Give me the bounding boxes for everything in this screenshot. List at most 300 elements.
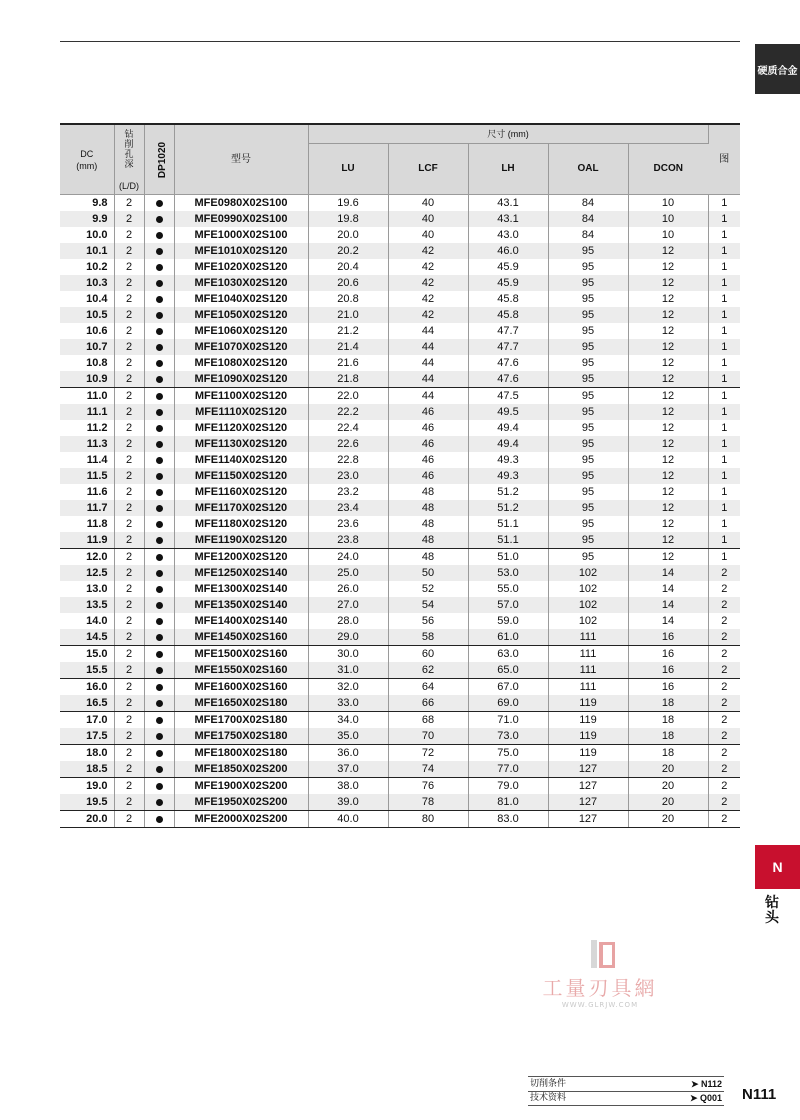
cell-model: MFE1450X02S160 — [174, 629, 308, 646]
table-row — [60, 778, 740, 795]
cell-lh: 69.0 — [468, 695, 548, 712]
cell-dcon: 14 — [628, 565, 708, 581]
cell-depth: 2 — [114, 532, 144, 549]
cell-dc: 11.1 — [60, 404, 114, 420]
cell-depth: 2 — [114, 259, 144, 275]
cell-lu: 38.0 — [308, 778, 388, 795]
cell-grade — [144, 371, 174, 388]
cell-figure: 1 — [721, 486, 728, 498]
cell-grade — [144, 679, 174, 696]
cell-lu: 26.0 — [308, 581, 388, 597]
cell-depth: 2 — [114, 484, 144, 500]
cell-figure: 2 — [708, 794, 740, 811]
table-row — [60, 436, 740, 452]
cell-dc: 9.8 — [60, 195, 114, 212]
table-row — [60, 761, 740, 778]
cell-depth: 2 — [114, 291, 144, 307]
cell-figure: 1 — [708, 468, 740, 484]
cell-lh: 49.5 — [468, 404, 548, 420]
cell-lu: 23.0 — [308, 468, 388, 484]
cell-depth: 2 — [114, 339, 144, 355]
cell-lu: 40.0 — [308, 811, 388, 828]
cell-model: MFE1900X02S200 — [174, 778, 308, 795]
table-row — [60, 243, 740, 259]
cell-figure: 1 — [721, 454, 728, 466]
cell-figure: 2 — [708, 728, 740, 745]
cell-model: MFE1150X02S120 — [174, 468, 308, 484]
cell-lh: 47.6 — [468, 355, 548, 371]
cell-figure: 1 — [708, 404, 740, 420]
cell-depth: 2 — [114, 811, 144, 828]
cell-lh: 63.0 — [468, 646, 548, 663]
cell-dcon: 16 — [628, 629, 708, 646]
cell-model: MFE1020X02S120 — [174, 259, 308, 275]
cell-dcon: 18 — [628, 728, 708, 745]
cell-lcf: 56 — [388, 613, 468, 629]
table-row — [60, 468, 740, 484]
cell-lh: 51.1 — [468, 516, 548, 532]
cell-model: MFE1200X02S120 — [174, 549, 308, 566]
cell-lu: 34.0 — [308, 712, 388, 729]
cell-dc: 11.5 — [60, 468, 114, 484]
cell-dcon: 12 — [628, 307, 708, 323]
cell-depth: 2 — [114, 597, 144, 613]
header-depth: 钻削孔深 (L/D) — [114, 124, 144, 195]
table-row — [60, 695, 740, 712]
cell-lcf: 44 — [388, 371, 468, 388]
cell-dcon: 14 — [628, 581, 708, 597]
cell-lu: 28.0 — [308, 613, 388, 629]
cell-model: MFE0980X02S100 — [174, 195, 308, 212]
header-dims: 尺寸 (mm) — [308, 124, 708, 144]
grade-available-icon — [156, 684, 163, 691]
table-row — [60, 532, 740, 549]
cell-grade — [144, 745, 174, 762]
grade-available-icon — [156, 750, 163, 757]
table-row — [60, 195, 740, 212]
grade-available-icon — [156, 700, 163, 707]
table-row — [60, 420, 740, 436]
cell-dcon: 12 — [628, 275, 708, 291]
cell-lh: 77.0 — [468, 761, 548, 778]
cell-lu: 24.0 — [308, 549, 388, 566]
cell-model: MFE1600X02S160 — [174, 679, 308, 696]
cell-grade — [144, 227, 174, 243]
cell-dc: 18.5 — [60, 761, 114, 778]
table-row — [60, 484, 740, 500]
cell-lcf: 64 — [388, 679, 468, 696]
cell-lcf: 42 — [388, 259, 468, 275]
grade-available-icon — [156, 717, 163, 724]
cell-dc: 10.5 — [60, 307, 114, 323]
cell-dc: 15.0 — [60, 646, 114, 663]
cell-figure: 1 — [708, 500, 740, 516]
cell-grade — [144, 436, 174, 452]
grade-available-icon — [156, 537, 163, 544]
cell-depth: 2 — [114, 323, 144, 339]
cell-depth: 2 — [114, 565, 144, 581]
cell-dcon: 12 — [628, 243, 708, 259]
cell-grade — [144, 662, 174, 679]
cell-oal: 95 — [548, 484, 628, 500]
watermark-url: WWW.GLRJW.COM — [561, 1001, 639, 1009]
cell-dcon: 10 — [628, 211, 708, 227]
cell-dc: 10.0 — [60, 227, 114, 243]
ref-technical-data[interactable] — [528, 1091, 724, 1106]
grade-available-icon — [156, 409, 163, 416]
grade-available-icon — [156, 602, 163, 609]
table-row — [60, 500, 740, 516]
grade-available-icon — [156, 457, 163, 464]
cell-lcf: 54 — [388, 597, 468, 613]
cell-dc: 13.0 — [60, 581, 114, 597]
ref-target[interactable]: ➤ N112 — [690, 1079, 722, 1089]
cell-lh: 59.0 — [468, 613, 548, 629]
cell-depth: 2 — [114, 712, 144, 729]
cell-lu: 23.4 — [308, 500, 388, 516]
header-lh: LH — [468, 144, 548, 195]
cell-grade — [144, 565, 174, 581]
cell-dc: 12.5 — [60, 565, 114, 581]
table-row — [60, 404, 740, 420]
header-lu: LU — [308, 144, 388, 195]
cell-figure: 1 — [721, 518, 728, 530]
cell-oal: 95 — [548, 404, 628, 420]
cell-oal: 102 — [548, 613, 628, 629]
cell-lu: 39.0 — [308, 794, 388, 811]
header-model: 型号 — [174, 124, 308, 195]
cell-lcf: 48 — [388, 549, 468, 566]
cell-lu: 23.2 — [308, 484, 388, 500]
cell-oal: 111 — [548, 662, 628, 679]
cell-dcon: 20 — [628, 811, 708, 828]
cell-dcon: 12 — [628, 516, 708, 532]
ref-label: 切削条件 — [530, 1079, 567, 1089]
cell-figure: 1 — [721, 325, 728, 337]
cell-dcon: 14 — [628, 597, 708, 613]
cell-figure: 2 — [721, 747, 728, 759]
cell-grade — [144, 646, 174, 663]
grade-available-icon — [156, 651, 163, 658]
cell-grade — [144, 500, 174, 516]
cell-dcon: 12 — [628, 388, 708, 405]
cell-lu: 23.6 — [308, 516, 388, 532]
cell-lh: 45.8 — [468, 307, 548, 323]
header-dcon: DCON — [628, 144, 708, 195]
table-row — [60, 581, 740, 597]
cell-lh: 43.0 — [468, 227, 548, 243]
cell-dcon: 10 — [628, 195, 708, 212]
cell-grade — [144, 811, 174, 828]
cell-lcf: 48 — [388, 500, 468, 516]
cell-oal: 95 — [548, 243, 628, 259]
cell-dc: 11.0 — [60, 388, 114, 405]
cell-model: MFE1100X02S120 — [174, 388, 308, 405]
cell-model: MFE1550X02S160 — [174, 662, 308, 679]
cell-figure: 2 — [721, 648, 728, 660]
cell-model: MFE1180X02S120 — [174, 516, 308, 532]
grade-available-icon — [156, 733, 163, 740]
cell-lcf: 42 — [388, 291, 468, 307]
cell-grade — [144, 323, 174, 339]
cell-grade — [144, 420, 174, 436]
cell-figure: 2 — [721, 780, 728, 792]
header-figure: 图 — [708, 124, 740, 195]
cell-lu: 22.2 — [308, 404, 388, 420]
grade-available-icon — [156, 441, 163, 448]
cell-depth: 2 — [114, 388, 144, 405]
cell-depth: 2 — [114, 307, 144, 323]
cell-oal: 95 — [548, 388, 628, 405]
cell-lu: 35.0 — [308, 728, 388, 745]
cell-lcf: 40 — [388, 195, 468, 212]
cell-oal: 111 — [548, 646, 628, 663]
cell-depth: 2 — [114, 516, 144, 532]
cell-oal: 95 — [548, 436, 628, 452]
spec-table-body — [60, 195, 740, 828]
cell-lcf: 48 — [388, 484, 468, 500]
cell-lcf: 46 — [388, 452, 468, 468]
page-number: N111 — [742, 1086, 777, 1103]
cell-dcon: 12 — [628, 355, 708, 371]
section-tab-carbide[interactable]: 硬质合金 — [755, 44, 800, 94]
cell-depth: 2 — [114, 613, 144, 629]
header-grade: DP1020 — [144, 124, 174, 195]
ref-label: 技术资料 — [530, 1093, 567, 1103]
grade-available-icon — [156, 344, 163, 351]
cell-model: MFE1850X02S200 — [174, 761, 308, 778]
cell-oal: 95 — [548, 339, 628, 355]
cell-dc: 10.6 — [60, 323, 114, 339]
cell-depth: 2 — [114, 420, 144, 436]
cell-model: MFE2000X02S200 — [174, 811, 308, 828]
cell-lcf: 68 — [388, 712, 468, 729]
cell-lcf: 44 — [388, 388, 468, 405]
cell-lh: 43.1 — [468, 211, 548, 227]
cell-lh: 71.0 — [468, 712, 548, 729]
cell-oal: 95 — [548, 452, 628, 468]
cell-oal: 111 — [548, 629, 628, 646]
cell-grade — [144, 259, 174, 275]
cell-lh: 51.0 — [468, 549, 548, 566]
cell-dc: 11.9 — [60, 532, 114, 549]
cell-lu: 31.0 — [308, 662, 388, 679]
cell-dcon: 16 — [628, 679, 708, 696]
cell-depth: 2 — [114, 211, 144, 227]
table-row — [60, 794, 740, 811]
cell-dc: 20.0 — [60, 811, 114, 828]
cell-dc: 10.3 — [60, 275, 114, 291]
cell-depth: 2 — [114, 275, 144, 291]
cell-lcf: 60 — [388, 646, 468, 663]
grade-available-icon — [156, 425, 163, 432]
cell-dc: 11.4 — [60, 452, 114, 468]
grade-available-icon — [156, 312, 163, 319]
cell-lh: 49.4 — [468, 436, 548, 452]
table-row — [60, 549, 740, 566]
cell-figure: 2 — [708, 565, 740, 581]
cell-model: MFE1120X02S120 — [174, 420, 308, 436]
cell-oal: 95 — [548, 259, 628, 275]
grade-available-icon — [156, 264, 163, 271]
cell-grade — [144, 452, 174, 468]
cell-figure: 1 — [708, 371, 740, 388]
cell-grade — [144, 728, 174, 745]
cell-depth: 2 — [114, 452, 144, 468]
cell-lh: 55.0 — [468, 581, 548, 597]
cell-dcon: 12 — [628, 323, 708, 339]
cell-lh: 47.5 — [468, 388, 548, 405]
cell-model: MFE1110X02S120 — [174, 404, 308, 420]
cell-lh: 79.0 — [468, 778, 548, 795]
table-row — [60, 452, 740, 468]
grade-available-icon — [156, 328, 163, 335]
cell-model: MFE1140X02S120 — [174, 452, 308, 468]
grade-available-icon — [156, 667, 163, 674]
cell-dcon: 20 — [628, 778, 708, 795]
cell-model: MFE1190X02S120 — [174, 532, 308, 549]
grade-available-icon — [156, 586, 163, 593]
cell-dc: 19.5 — [60, 794, 114, 811]
cell-model: MFE1000X02S100 — [174, 227, 308, 243]
cell-lcf: 46 — [388, 420, 468, 436]
cell-dcon: 12 — [628, 420, 708, 436]
ref-target[interactable]: ➤ Q001 — [689, 1093, 722, 1103]
cell-model: MFE1070X02S120 — [174, 339, 308, 355]
cell-model: MFE1030X02S120 — [174, 275, 308, 291]
cell-lh: 65.0 — [468, 662, 548, 679]
table-row — [60, 371, 740, 388]
cell-figure: 2 — [708, 629, 740, 646]
cell-grade — [144, 532, 174, 549]
cell-lh: 61.0 — [468, 629, 548, 646]
cell-lcf: 76 — [388, 778, 468, 795]
cell-lh: 49.4 — [468, 420, 548, 436]
cell-dc: 11.2 — [60, 420, 114, 436]
cell-depth: 2 — [114, 629, 144, 646]
cell-dcon: 12 — [628, 468, 708, 484]
header-oal: OAL — [548, 144, 628, 195]
ref-cutting-conditions[interactable] — [528, 1076, 724, 1092]
cell-figure: 1 — [721, 422, 728, 434]
cell-oal: 95 — [548, 549, 628, 566]
grade-available-icon — [156, 521, 163, 528]
cell-dcon: 12 — [628, 532, 708, 549]
section-tab-n[interactable]: N — [755, 845, 800, 889]
cell-lcf: 74 — [388, 761, 468, 778]
watermark-logo-icon — [583, 940, 617, 970]
cell-figure: 1 — [708, 532, 740, 549]
grade-available-icon — [156, 393, 163, 400]
cell-oal: 127 — [548, 794, 628, 811]
cell-lu: 20.2 — [308, 243, 388, 259]
cell-lu: 22.0 — [308, 388, 388, 405]
cell-lh: 51.2 — [468, 500, 548, 516]
grade-available-icon — [156, 296, 163, 303]
cell-grade — [144, 516, 174, 532]
cell-dc: 10.2 — [60, 259, 114, 275]
cell-lu: 36.0 — [308, 745, 388, 762]
cell-lcf: 44 — [388, 323, 468, 339]
cell-dc: 10.7 — [60, 339, 114, 355]
cell-figure: 1 — [721, 390, 728, 402]
cell-figure: 1 — [708, 275, 740, 291]
cell-lu: 22.6 — [308, 436, 388, 452]
cell-oal: 119 — [548, 695, 628, 712]
cell-figure: 2 — [708, 761, 740, 778]
cell-lcf: 46 — [388, 468, 468, 484]
cell-grade — [144, 597, 174, 613]
cell-depth: 2 — [114, 662, 144, 679]
cell-figure: 2 — [721, 681, 728, 693]
cell-oal: 119 — [548, 745, 628, 762]
cell-grade — [144, 695, 174, 712]
table-row — [60, 597, 740, 613]
cell-lcf: 46 — [388, 404, 468, 420]
cell-depth: 2 — [114, 646, 144, 663]
cell-dc: 15.5 — [60, 662, 114, 679]
cell-lh: 83.0 — [468, 811, 548, 828]
cell-grade — [144, 629, 174, 646]
table-row — [60, 712, 740, 729]
table-row — [60, 728, 740, 745]
cell-grade — [144, 549, 174, 566]
cell-lh: 49.3 — [468, 452, 548, 468]
cell-lcf: 50 — [388, 565, 468, 581]
cell-model: MFE1250X02S140 — [174, 565, 308, 581]
cell-lu: 23.8 — [308, 532, 388, 549]
cell-oal: 95 — [548, 355, 628, 371]
cell-lcf: 42 — [388, 243, 468, 259]
cell-dc: 14.5 — [60, 629, 114, 646]
grade-available-icon — [156, 280, 163, 287]
cell-lcf: 48 — [388, 532, 468, 549]
cell-lu: 33.0 — [308, 695, 388, 712]
cell-lh: 57.0 — [468, 597, 548, 613]
cell-model: MFE1800X02S180 — [174, 745, 308, 762]
table-row — [60, 323, 740, 339]
cell-lh: 46.0 — [468, 243, 548, 259]
table-row — [60, 259, 740, 275]
cell-lcf: 58 — [388, 629, 468, 646]
cell-oal: 119 — [548, 728, 628, 745]
cell-oal: 127 — [548, 811, 628, 828]
grade-available-icon — [156, 232, 163, 239]
cell-depth: 2 — [114, 695, 144, 712]
cell-depth: 2 — [114, 243, 144, 259]
cell-lh: 43.1 — [468, 195, 548, 212]
cell-figure: 1 — [708, 307, 740, 323]
cell-figure: 1 — [721, 551, 728, 563]
cell-lcf: 70 — [388, 728, 468, 745]
cell-grade — [144, 388, 174, 405]
cell-figure: 1 — [721, 293, 728, 305]
cell-dcon: 16 — [628, 646, 708, 663]
table-row — [60, 629, 740, 646]
cell-model: MFE0990X02S100 — [174, 211, 308, 227]
table-row — [60, 211, 740, 227]
cell-dc: 14.0 — [60, 613, 114, 629]
cell-grade — [144, 355, 174, 371]
cell-figure: 2 — [708, 695, 740, 712]
cell-grade — [144, 712, 174, 729]
cell-model: MFE1700X02S180 — [174, 712, 308, 729]
cell-depth: 2 — [114, 728, 144, 745]
cell-lcf: 66 — [388, 695, 468, 712]
cell-depth: 2 — [114, 436, 144, 452]
cell-dc: 19.0 — [60, 778, 114, 795]
cell-grade — [144, 761, 174, 778]
